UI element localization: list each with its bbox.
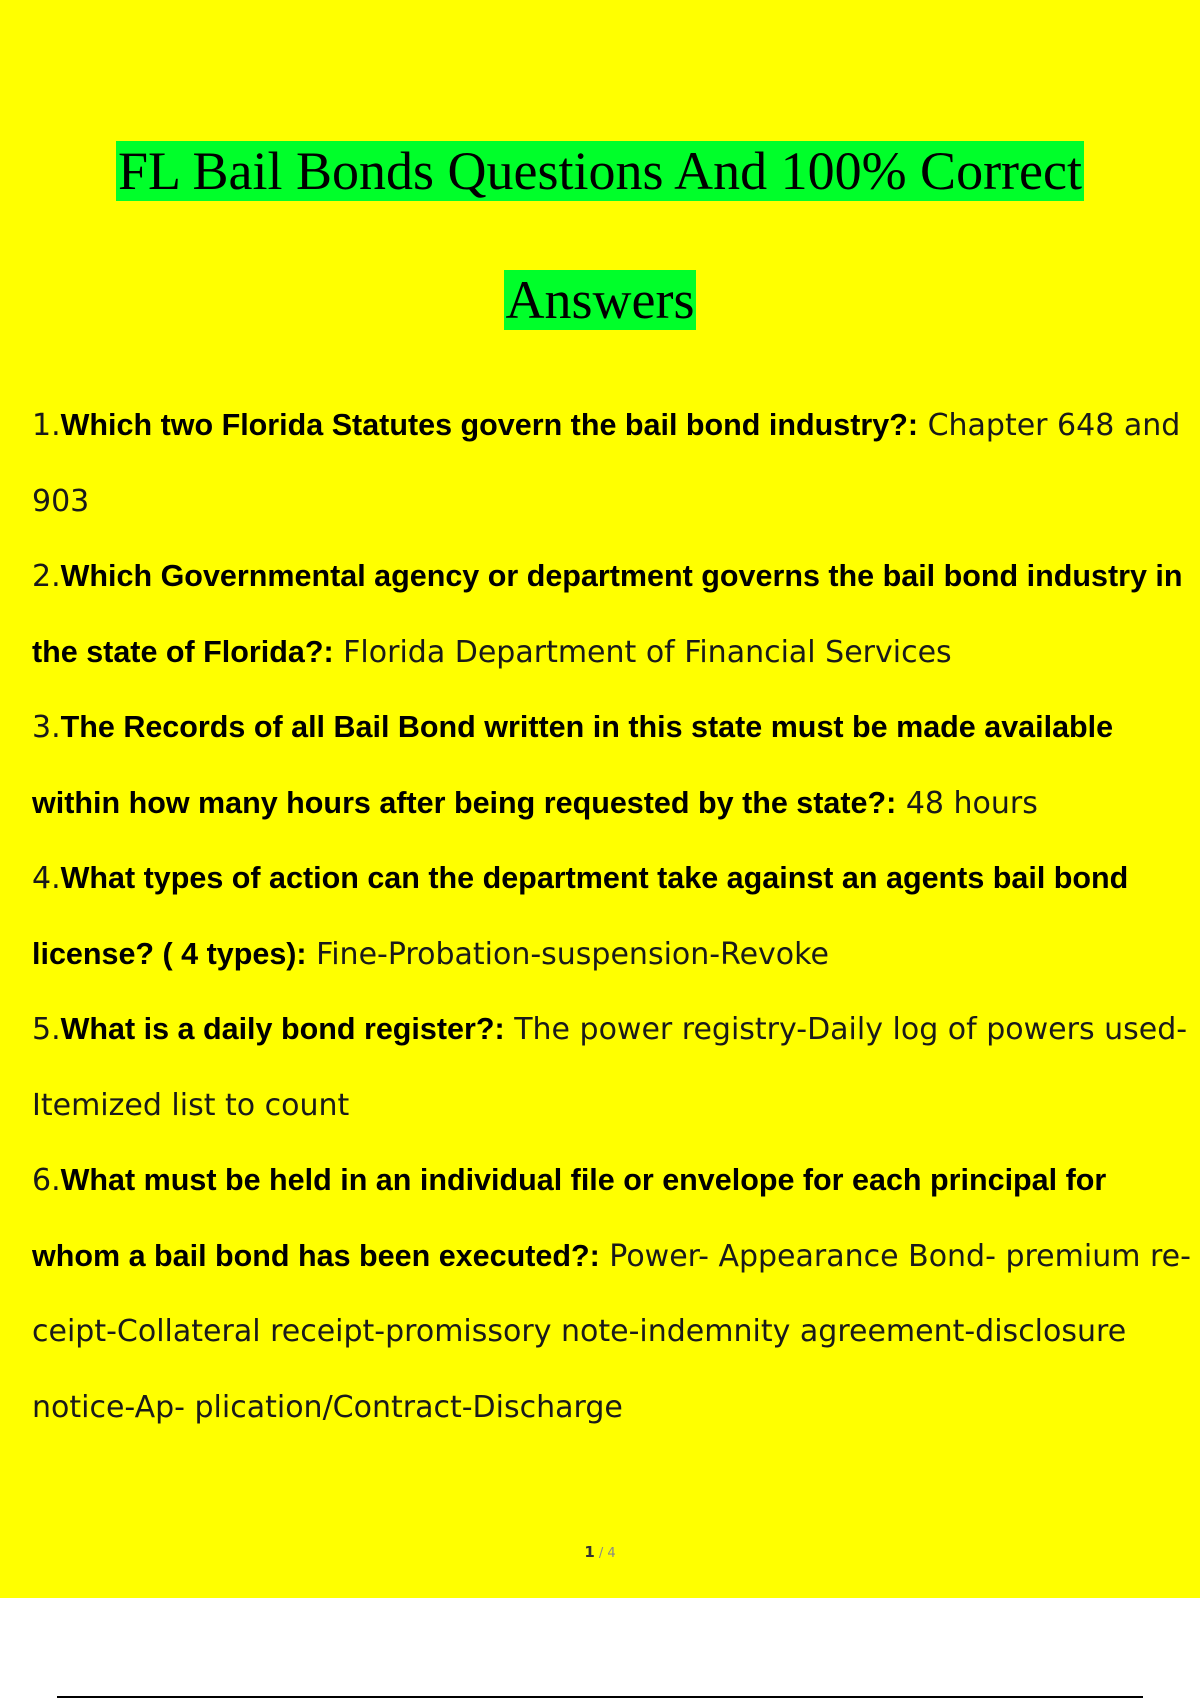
answer-text: Power- Appearance Bond- premium re- ceipt-Collateral receipt-promissory note-indemnity agreement-disclosure notice-Ap- plication/Contract-Discharge [32, 1238, 1191, 1425]
document-title-continued [0, 267, 1200, 333]
question-text: What must be held in an individual file or envelope for each principal for whom a bail bond has been executed?: [32, 1163, 1107, 1273]
qa-item-1 [32, 388, 1192, 539]
question-text: Which Governmental agency or department governs the bail bond industry in the state of Florida?: [32, 559, 1183, 669]
answer-text: Florida Department of Financial Services [343, 634, 952, 670]
total-page-count: 4 [607, 1546, 616, 1561]
item-number: 4. [32, 861, 61, 896]
qa-item-4 [32, 841, 1192, 992]
qa-item-2 [32, 539, 1192, 690]
qa-item-6 [32, 1143, 1192, 1445]
qa-item-5 [32, 992, 1192, 1143]
document-title [0, 138, 1200, 204]
answer-text: Fine-Probation-suspension-Revoke [316, 936, 829, 972]
page-separator: / [594, 1546, 608, 1561]
question-text: Which two Florida Statutes govern the bail bond industry?: [60, 408, 919, 442]
qa-list [32, 388, 1192, 1445]
answer-text: 48 hours [905, 785, 1038, 821]
item-number: 6. [32, 1163, 61, 1198]
title-line-1: FL Bail Bonds Questions And 100% Correct [118, 141, 1082, 201]
answer-text: Chapter 648 and 903 [32, 408, 1181, 519]
item-number: 1. [32, 408, 61, 443]
question-text: What types of action can the department take against an agents bail bond license? ( 4 types): [32, 861, 1129, 971]
item-number: 3. [32, 710, 61, 745]
item-number: 5. [32, 1012, 61, 1047]
question-text: The Records of all Bail Bond written in this state must be made available within how many hours after being requested by the state?: [32, 710, 1114, 820]
qa-item-3 [32, 690, 1192, 841]
item-number: 2. [32, 559, 61, 594]
title-line-2: Answers [505, 270, 695, 330]
page-indicator [0, 1543, 1200, 1561]
current-page-number: 1 [584, 1543, 595, 1561]
answer-text: The power registry-Daily log of powers used-Itemized list to count [32, 1012, 1188, 1123]
next-page-divider [57, 1696, 1143, 1698]
question-text: What is a daily bond register?: [60, 1012, 505, 1046]
